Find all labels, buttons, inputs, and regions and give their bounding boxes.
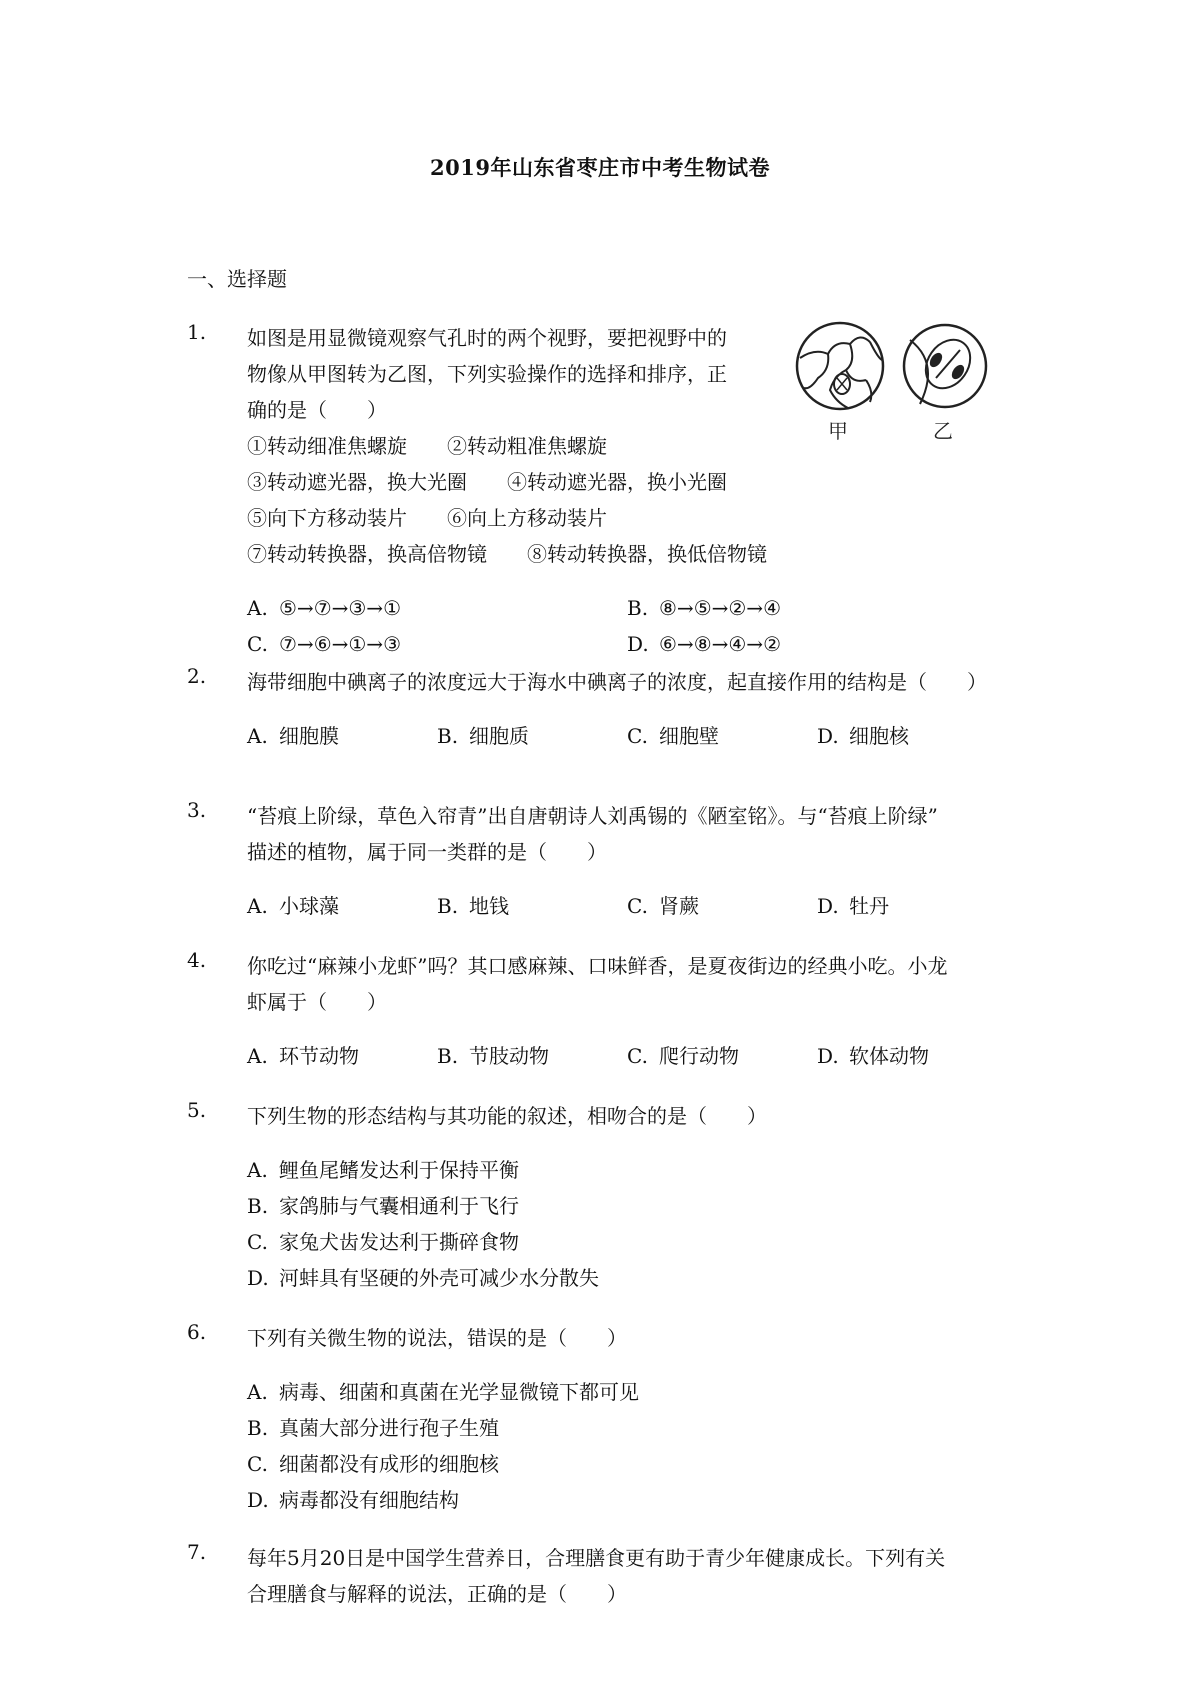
- option-text: 家鸽肺与气囊相通利于飞行: [279, 1194, 519, 1218]
- option-text: 家兔犬齿发达利于撕碎食物: [279, 1230, 519, 1254]
- stem-line: ⑦转动转换器，换高倍物镜 ⑧转动转换器，换低倍物镜: [247, 542, 767, 566]
- option-text: 真菌大部分进行孢子生殖: [279, 1416, 499, 1440]
- question-stem: [247, 664, 1017, 700]
- page-title: 2019年山东省枣庄市中考生物试卷: [430, 155, 770, 180]
- question-stem: [247, 1098, 1017, 1134]
- stem-line: 合理膳食与解释的说法，正确的是（ ）: [247, 1582, 627, 1606]
- option-a[interactable]: [247, 1374, 1017, 1410]
- option-text: 爬行动物: [659, 1044, 739, 1068]
- answer-options: [247, 1152, 1017, 1296]
- option-d[interactable]: [627, 626, 1007, 662]
- option-d[interactable]: [817, 1038, 1007, 1074]
- option-label: A.: [247, 1380, 268, 1404]
- answer-options: [247, 590, 1017, 662]
- question-stem: [247, 1320, 1017, 1356]
- option-text: 细胞核: [849, 724, 909, 748]
- question-number: 3.: [187, 798, 207, 822]
- stem-line: 如图是用显微镜观察气孔时的两个视野，要把视野中的: [247, 326, 727, 350]
- option-text: 细胞膜: [279, 724, 339, 748]
- option-b[interactable]: [627, 590, 1007, 626]
- stem-line: 虾属于（ ）: [247, 990, 387, 1014]
- option-text: 病毒、细菌和真菌在光学显微镜下都可见: [279, 1380, 639, 1404]
- option-text: 节肢动物: [469, 1044, 549, 1068]
- option-label: C.: [247, 632, 268, 656]
- option-text: ⑧→⑤→②→④: [659, 596, 781, 620]
- option-label: C.: [247, 1230, 268, 1254]
- option-text: 河蚌具有坚硬的外壳可减少水分散失: [279, 1266, 599, 1290]
- question-stem: [247, 798, 1017, 870]
- option-label: C.: [247, 1452, 268, 1476]
- question-number: 1.: [187, 320, 207, 344]
- stem-line: 下列生物的形态结构与其功能的叙述，相吻合的是（ ）: [247, 1104, 767, 1128]
- option-b[interactable]: [437, 1038, 627, 1074]
- option-label: B.: [437, 724, 459, 748]
- option-c[interactable]: [627, 888, 817, 924]
- option-a[interactable]: [247, 888, 437, 924]
- stem-line: “苔痕上阶绿，草色入帘青”出自唐朝诗人刘禹锡的《陋室铭》。与“苔痕上阶绿”: [247, 804, 938, 828]
- option-text: 小球藻: [279, 894, 339, 918]
- option-text: 病毒都没有细胞结构: [279, 1488, 459, 1512]
- option-label: C.: [627, 894, 648, 918]
- stem-line: ③转动遮光器，换大光圈 ④转动遮光器，换小光圈: [247, 470, 727, 494]
- option-label: D.: [247, 1266, 269, 1290]
- stem-line: 物像从甲图转为乙图，下列实验操作的选择和排序，正: [247, 362, 727, 386]
- option-text: ⑥→⑧→④→②: [659, 632, 781, 656]
- stem-line: 海带细胞中碘离子的浓度远大于海水中碘离子的浓度，起直接作用的结构是（ ）: [247, 670, 987, 694]
- figure-label-jia: 甲: [828, 419, 848, 443]
- option-label: C.: [627, 1044, 648, 1068]
- option-label: D.: [627, 632, 649, 656]
- option-label: A.: [247, 1044, 268, 1068]
- question-1: [187, 320, 1017, 662]
- option-label: D.: [817, 724, 839, 748]
- option-text: 软体动物: [849, 1044, 929, 1068]
- option-d[interactable]: [247, 1260, 1017, 1296]
- question-7: [187, 1540, 1017, 1612]
- option-b[interactable]: [437, 888, 627, 924]
- option-label: B.: [627, 596, 649, 620]
- question-number: 5.: [187, 1098, 207, 1122]
- question-3: [187, 798, 1017, 924]
- option-d[interactable]: [817, 888, 1007, 924]
- option-text: 地钱: [469, 894, 509, 918]
- option-c[interactable]: [247, 1224, 1017, 1260]
- stem-line: 每年5月20日是中国学生营养日，合理膳食更有助于青少年健康成长。下列有关: [247, 1546, 946, 1570]
- option-text: 细菌都没有成形的细胞核: [279, 1452, 499, 1476]
- question-number: 7.: [187, 1540, 207, 1564]
- option-text: ⑦→⑥→①→③: [279, 632, 401, 656]
- question-5: [187, 1098, 1017, 1296]
- option-label: B.: [247, 1416, 269, 1440]
- option-d[interactable]: [817, 718, 1007, 754]
- option-b[interactable]: [437, 718, 627, 754]
- answer-options: [247, 888, 1017, 924]
- option-b[interactable]: [247, 1410, 1017, 1446]
- option-label: B.: [247, 1194, 269, 1218]
- option-c[interactable]: [247, 1446, 1017, 1482]
- answer-options: [247, 1374, 1017, 1518]
- option-text: 细胞壁: [659, 724, 719, 748]
- answer-options: [247, 718, 1017, 754]
- stem-line: 描述的植物，属于同一类群的是（ ）: [247, 840, 607, 864]
- option-label: B.: [437, 1044, 459, 1068]
- option-label: A.: [247, 894, 268, 918]
- option-label: D.: [817, 894, 839, 918]
- option-label: A.: [247, 1158, 268, 1182]
- question-number: 4.: [187, 948, 207, 972]
- question-6: [187, 1320, 1017, 1518]
- section-heading: 一、选择题: [187, 267, 287, 291]
- answer-options: [247, 1038, 1017, 1074]
- option-label: A.: [247, 724, 268, 748]
- question-4: [187, 948, 1017, 1074]
- question-stem: [247, 320, 1017, 572]
- question-stem: [247, 1540, 1017, 1612]
- option-c[interactable]: [627, 1038, 817, 1074]
- option-d[interactable]: [247, 1482, 1017, 1518]
- option-label: D.: [817, 1044, 839, 1068]
- stem-line: ①转动细准焦螺旋 ②转动粗准焦螺旋: [247, 434, 607, 458]
- stem-line: ⑤向下方移动装片 ⑥向上方移动装片: [247, 506, 607, 530]
- question-stem: [247, 948, 1017, 1020]
- option-text: 鲤鱼尾鳍发达利于保持平衡: [279, 1158, 519, 1182]
- stem-line: 下列有关微生物的说法，错误的是（ ）: [247, 1326, 627, 1350]
- option-label: D.: [247, 1488, 269, 1512]
- option-label: A.: [247, 596, 268, 620]
- option-c[interactable]: [627, 718, 817, 754]
- option-label: B.: [437, 894, 459, 918]
- question-number: 2.: [187, 664, 207, 688]
- option-text: 环节动物: [279, 1044, 359, 1068]
- question-number: 6.: [187, 1320, 207, 1344]
- figure-label-yi: 乙: [933, 419, 953, 443]
- option-a[interactable]: [247, 1152, 1017, 1188]
- option-a[interactable]: [247, 1038, 437, 1074]
- option-c[interactable]: [247, 626, 627, 662]
- option-text: 细胞质: [469, 724, 529, 748]
- option-b[interactable]: [247, 1188, 1017, 1224]
- stem-line: 确的是（ ）: [247, 398, 387, 422]
- option-label: C.: [627, 724, 648, 748]
- stem-line: 你吃过“麻辣小龙虾”吗？其口感麻辣、口味鲜香，是夏夜街边的经典小吃。小龙: [247, 954, 948, 978]
- option-text: 肾蕨: [659, 894, 699, 918]
- question-2: [187, 664, 1017, 754]
- option-text: 牡丹: [849, 894, 889, 918]
- option-a[interactable]: [247, 718, 437, 754]
- option-text: ⑤→⑦→③→①: [279, 596, 401, 620]
- option-a[interactable]: [247, 590, 627, 626]
